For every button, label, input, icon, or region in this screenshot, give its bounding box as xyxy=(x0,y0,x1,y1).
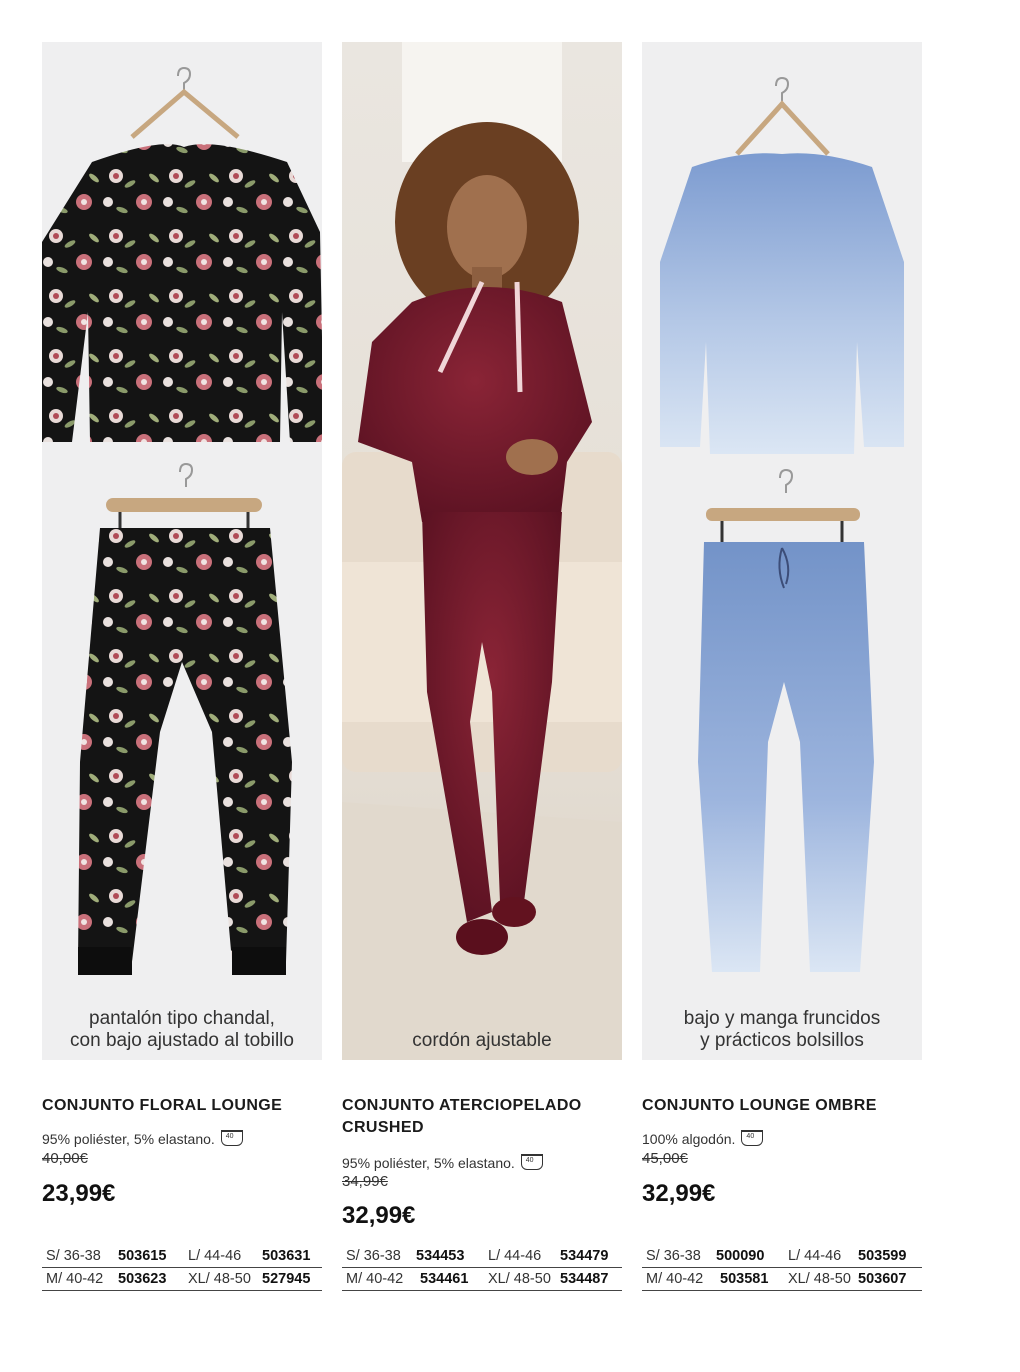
size-ref: 503631 xyxy=(262,1248,311,1264)
wash-40-icon xyxy=(521,1154,543,1170)
size-ref: 503615 xyxy=(118,1248,167,1264)
old-price: 45,00€ xyxy=(642,1150,688,1167)
size-ref: 527945 xyxy=(262,1271,311,1287)
size-reference-table xyxy=(642,1245,922,1291)
size-label: L/ 44-46 xyxy=(188,1248,242,1264)
wash-40-icon xyxy=(221,1130,243,1146)
size-row xyxy=(642,1245,922,1268)
floral-set-illustration xyxy=(42,42,322,1060)
size-ref: 503623 xyxy=(118,1271,167,1287)
size-label: M/ 40-42 xyxy=(46,1271,104,1287)
size-row xyxy=(342,1268,622,1291)
fabric-text: 100% algodón. xyxy=(642,1131,736,1147)
feature-caption-line-1: bajo y manga fruncidos xyxy=(683,1008,881,1029)
size-row xyxy=(42,1268,322,1291)
size-ref: 500090 xyxy=(716,1248,765,1264)
size-row xyxy=(342,1245,622,1268)
sale-price: 32,99€ xyxy=(642,1180,716,1207)
size-label: M/ 40-42 xyxy=(346,1271,404,1287)
sale-price: 23,99€ xyxy=(42,1180,116,1207)
fabric-text: 95% poliéster, 5% elastano. xyxy=(342,1155,515,1171)
product-title: CONJUNTO FLORAL LOUNGE xyxy=(42,1097,283,1114)
old-price: 34,99€ xyxy=(342,1173,388,1190)
size-label: L/ 44-46 xyxy=(788,1248,842,1264)
product-title: CONJUNTO LOUNGE OMBRE xyxy=(642,1097,877,1114)
product-image-floral xyxy=(42,42,322,1060)
size-label: S/ 36-38 xyxy=(646,1248,701,1264)
size-label: XL/ 48-50 xyxy=(188,1271,251,1287)
size-ref: 503599 xyxy=(858,1248,907,1264)
size-reference-table xyxy=(42,1245,322,1291)
feature-caption-line-2: y prácticos bolsillos xyxy=(700,1030,864,1051)
size-label: S/ 36-38 xyxy=(346,1248,401,1264)
size-ref: 503581 xyxy=(720,1271,769,1287)
wash-40-icon xyxy=(741,1130,763,1146)
product-image-velvet xyxy=(342,42,622,1060)
ombre-set-illustration xyxy=(642,42,922,1060)
size-ref: 534479 xyxy=(560,1248,609,1264)
size-ref: 534487 xyxy=(560,1271,609,1287)
feature-caption: cordón ajustable xyxy=(412,1030,552,1051)
product-title xyxy=(342,1095,632,1139)
size-row xyxy=(642,1268,922,1291)
size-ref: 503607 xyxy=(858,1271,907,1287)
feature-caption-line-2: con bajo ajustado al tobillo xyxy=(70,1030,294,1051)
feature-caption-line-1: pantalón tipo chandal, xyxy=(89,1008,275,1029)
old-price: 40,00€ xyxy=(42,1150,88,1167)
fabric-composition xyxy=(42,1130,243,1147)
fabric-composition xyxy=(642,1130,763,1147)
product-title-line-1: CONJUNTO ATERCIOPELADO xyxy=(342,1097,582,1114)
product-image-ombre xyxy=(642,42,922,1060)
size-row xyxy=(42,1245,322,1268)
size-label: S/ 36-38 xyxy=(46,1248,101,1264)
size-label: M/ 40-42 xyxy=(646,1271,704,1287)
size-label: XL/ 48-50 xyxy=(788,1271,851,1287)
model-velvet-illustration xyxy=(342,42,622,1060)
size-ref: 534461 xyxy=(420,1271,469,1287)
size-ref: 534453 xyxy=(416,1248,465,1264)
product-title-line-2: CRUSHED xyxy=(342,1119,424,1136)
sale-price: 32,99€ xyxy=(342,1202,416,1229)
size-label: L/ 44-46 xyxy=(488,1248,542,1264)
fabric-text: 95% poliéster, 5% elastano. xyxy=(42,1131,215,1147)
fabric-composition xyxy=(342,1154,543,1171)
size-reference-table xyxy=(342,1245,622,1291)
size-label: XL/ 48-50 xyxy=(488,1271,551,1287)
